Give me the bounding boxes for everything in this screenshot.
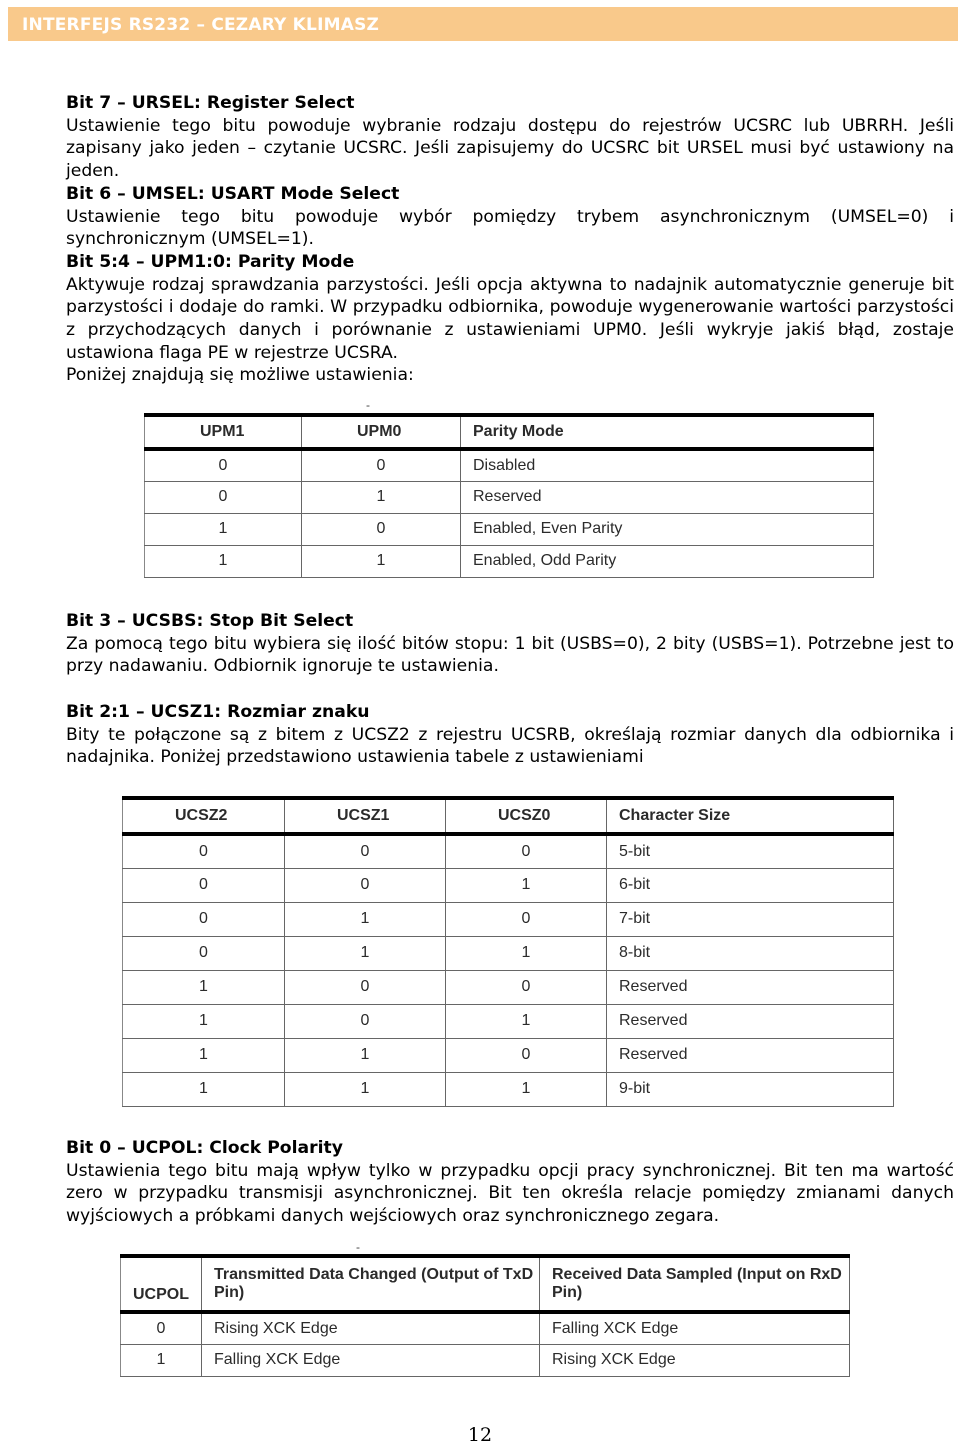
upm-settings-intro: Poniżej znajdują się możliwe ustawienia: (66, 365, 414, 386)
table-cell: 0 (123, 936, 285, 970)
table-cell: Reserved (607, 970, 894, 1004)
table-header-cell: UCSZ1 (285, 798, 446, 834)
table-header-row (121, 1256, 850, 1312)
table-row (121, 1344, 850, 1376)
table-row (123, 936, 894, 970)
table-row (121, 1312, 850, 1344)
table-cell: 0 (446, 834, 607, 868)
usbs-heading: Bit 3 – UCSBS: Stop Bit Select (66, 611, 354, 631)
table-header-cell: Received Data Sampled (Input on RxD Pin) (540, 1256, 850, 1312)
table-cell: 0 (446, 970, 607, 1004)
table-cell: 0 (285, 1004, 446, 1038)
table-row (123, 970, 894, 1004)
table-row (123, 1072, 894, 1106)
ucsz-heading: Bit 2:1 – UCSZ1: Rozmiar znaku (66, 702, 370, 722)
table-cell: 0 (145, 481, 302, 513)
table-cell: Falling XCK Edge (202, 1344, 540, 1376)
table-header-cell: UPM0 (302, 415, 461, 449)
table-cell: 6-bit (607, 868, 894, 902)
ursel-heading: Bit 7 – URSEL: Register Select (66, 93, 355, 113)
table-header-cell: UPM1 (145, 415, 302, 449)
parity-mode-table (144, 413, 874, 578)
table-cell: Falling XCK Edge (540, 1312, 850, 1344)
table-cell: 0 (123, 834, 285, 868)
table-cell: 1 (145, 513, 302, 545)
ucsz-text: Bity te połączone są z bitem z UCSZ2 z rejestru UCSRB, określają rozmiar danych dla odbiornika i nadajnika. Poniżej przedstawiono ustawienia tabele z ustawieniami (66, 724, 954, 768)
table-row (123, 1004, 894, 1038)
table-cell: 0 (121, 1312, 202, 1344)
table-cell: Enabled, Odd Parity (461, 545, 874, 577)
table-header-cell: Parity Mode (461, 415, 874, 449)
section-register-bits (66, 92, 954, 387)
upm-text: Aktywuje rodzaj sprawdzania parzystości. Jeśli opcja aktywna to nadajnik automatycznie generuje bit parzystości i dodaje do ramki. W przypadku odbiornika, powoduje wygenerowanie wartości parzystości z przychodzących danych i porównanie z ustawieniami UPM0. Jeśli wykryje jakiś błąd, zostaje ustawiona flaga PE w rejestrze UCSRA. (66, 274, 954, 363)
table-header-cell: Transmitted Data Changed (Output of TxD Pin) (202, 1256, 540, 1312)
table-row (123, 868, 894, 902)
table-cell: 0 (123, 902, 285, 936)
table-cell: Reserved (461, 481, 874, 513)
table-cell: 1 (446, 868, 607, 902)
clock-polarity-table (120, 1254, 850, 1377)
table-cell: 1 (302, 481, 461, 513)
table-cell: 0 (285, 834, 446, 868)
table-cell: 0 (302, 449, 461, 481)
table-row (145, 545, 874, 577)
table-cell: 1 (123, 1072, 285, 1106)
table-cell: 1 (446, 1072, 607, 1106)
table-header-cell: UCSZ2 (123, 798, 285, 834)
table-cell: 0 (285, 970, 446, 1004)
character-size-table (122, 796, 894, 1107)
table-cell: 0 (446, 902, 607, 936)
section-char-size (66, 701, 954, 769)
table-row (123, 902, 894, 936)
table-cell: Disabled (461, 449, 874, 481)
ucpol-text: Ustawienia tego bitu mają wpływ tylko w przypadku opcji pracy synchronicznej. Bit ten ma wartość zero w przypadku transmisji asynchronicznej. Bit ten określa relacje pomiędzy zmianami danych wyjściowych a próbkami danych wejściowych oraz synchronicznego zegara. (66, 1160, 954, 1227)
table-cell: 1 (285, 1038, 446, 1072)
table-cell: 7-bit (607, 902, 894, 936)
table-cell: 1 (302, 545, 461, 577)
table-cell: 1 (123, 970, 285, 1004)
table-cell: Rising XCK Edge (202, 1312, 540, 1344)
umsel-heading: Bit 6 – UMSEL: USART Mode Select (66, 183, 400, 204)
table-cell: 9-bit (607, 1072, 894, 1106)
table-cell: 1 (123, 1038, 285, 1072)
table-cell: 1 (285, 936, 446, 970)
table-cell: 5-bit (607, 834, 894, 868)
usbs-text: Za pomocą tego bitu wybiera się ilość bitów stopu: 1 bit (USBS=0), 2 bity (USBS=1). Potrzebne jest to przy nadawaniu. Odbiornik ignoruje te ustawienia. (66, 633, 954, 677)
table-cell: 1 (285, 1072, 446, 1106)
table-cell: 1 (285, 902, 446, 936)
table-row (145, 449, 874, 481)
table-cell: 1 (446, 1004, 607, 1038)
section-stop-bit (66, 610, 954, 678)
table-fragment-mark: - (356, 1240, 360, 1254)
table-header-cell: UCPOL (121, 1256, 202, 1312)
table-cell: Reserved (607, 1038, 894, 1072)
table-header-cell: Character Size (607, 798, 894, 834)
header-title: INTERFEJS RS232 – CEZARY KLIMASZ (22, 15, 380, 35)
table-header-cell: UCSZ0 (446, 798, 607, 834)
page-header (8, 7, 958, 41)
page-number: 12 (467, 1424, 493, 1446)
table-row (145, 481, 874, 513)
table-cell: 0 (123, 868, 285, 902)
table-fragment-mark: - (366, 398, 370, 412)
table-cell: 1 (145, 545, 302, 577)
table-cell: Reserved (607, 1004, 894, 1038)
ursel-text: Ustawienie tego bitu powoduje wybranie rodzaju dostępu do rejestrów UCSRC lub UBRRH. Jeśli zapisany jako jeden – czytanie UCSRC. Jeśli zapisujemy do UCSRC bit URSEL musi być ustawiony na jeden. (66, 115, 954, 182)
table-cell: 1 (446, 936, 607, 970)
table-cell: Rising XCK Edge (540, 1344, 850, 1376)
table-header-row (145, 415, 874, 449)
upm-heading: Bit 5:4 – UPM1:0: Parity Mode (66, 251, 355, 272)
ucpol-heading: Bit 0 – UCPOL: Clock Polarity (66, 1138, 343, 1158)
table-cell: Enabled, Even Parity (461, 513, 874, 545)
table-header-row (123, 798, 894, 834)
table-cell: 0 (302, 513, 461, 545)
table-cell: 1 (121, 1344, 202, 1376)
umsel-text: Ustawienie tego bitu powoduje wybór pomiędzy trybem asynchronicznym (UMSEL=0) i synchronicznym (UMSEL=1). (66, 206, 954, 250)
table-cell: 0 (285, 868, 446, 902)
section-clock-polarity (66, 1137, 954, 1228)
table-cell: 0 (446, 1038, 607, 1072)
table-cell: 8-bit (607, 936, 894, 970)
table-row (123, 834, 894, 868)
table-row (145, 513, 874, 545)
table-row (123, 1038, 894, 1072)
table-cell: 0 (145, 449, 302, 481)
table-cell: 1 (123, 1004, 285, 1038)
